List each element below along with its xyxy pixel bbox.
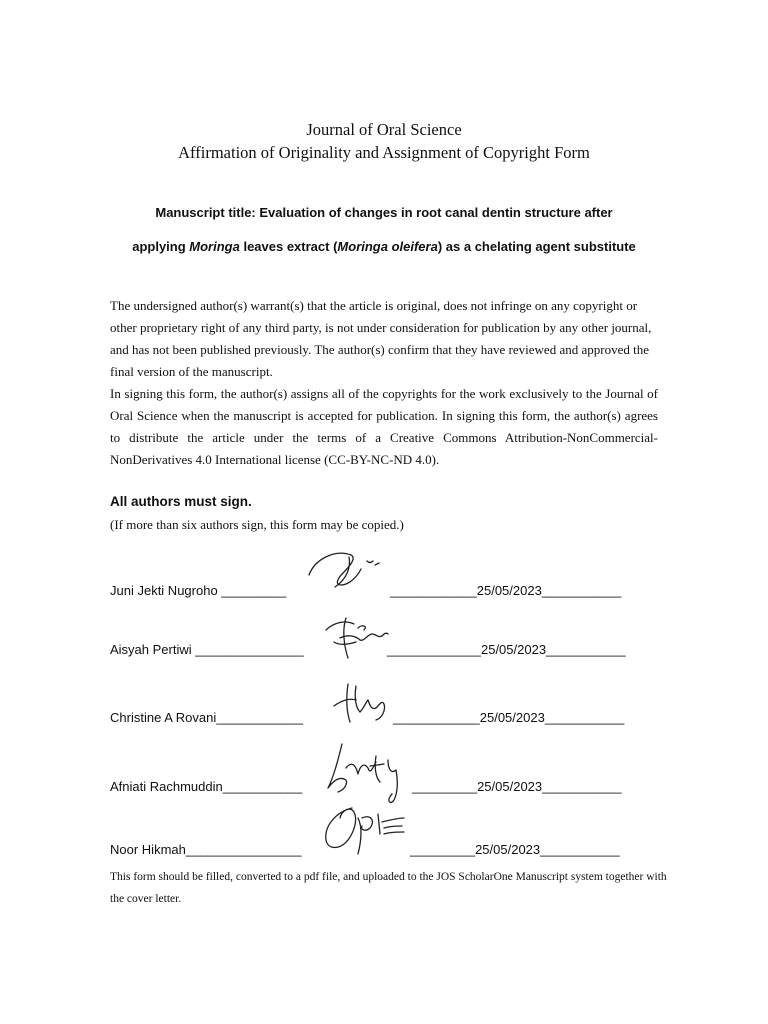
submission-instructions: This form should be filled, converted to a pdf file, and uploaded to the JOS ScholarOne Manuscript system together with the cover letter. — [110, 871, 667, 905]
title-segment: applying — [132, 239, 190, 254]
title-segment: leaves extract ( — [239, 239, 338, 254]
author-name-line: Juni Jekti Nugroho _________ — [110, 583, 287, 598]
copyright-paragraph: In signing this form, the author(s) assigns all of the copyrights for the work exclusively to the Journal of Oral Science when the manuscript is accepted for publication. In signing this form, the author(s) agrees to distribute the article under the terms of a Creative Commons Attribution-NonCommercial-NonDerivatives 4.0 International license (CC-BY-NC-ND 4.0). — [110, 386, 658, 467]
title-segment: ) as a chelating agent substitute — [437, 239, 636, 254]
journal-name: Journal of Oral Science — [306, 120, 462, 139]
signature-image — [305, 545, 385, 590]
manuscript-title-text: Evaluation of changes in root canal dentin structure after — [259, 205, 613, 220]
form-title: Affirmation of Originality and Assignment of Copyright Form — [178, 143, 590, 162]
manuscript-title-label: Manuscript title: — [155, 205, 256, 220]
title-segment-italic: Moringa oleifera — [337, 239, 438, 254]
signature-image — [330, 678, 392, 726]
signatures-heading: All authors must sign. — [110, 494, 252, 509]
author-name-line: Afniati Rachmuddin___________ — [110, 779, 303, 794]
signature-image — [318, 804, 410, 858]
title-segment-italic: Moringa — [189, 239, 240, 254]
warranty-paragraph: The undersigned author(s) warrant(s) that the article is original, does not infringe on any copyright or other proprietary right of any third party, is not under consideration for publication by any other journal, and has not been published previously. The author(s) confirm that they have reviewed and approved the final version of the manuscript. — [110, 298, 652, 379]
author-date-line: _________25/05/2023___________ — [410, 842, 620, 857]
author-date-line: _________25/05/2023___________ — [412, 779, 622, 794]
author-date-line: _____________25/05/2023___________ — [387, 642, 626, 657]
author-name-line: Christine A Rovani____________ — [110, 710, 303, 725]
signatures-note: (If more than six authors sign, this form may be copied.) — [110, 517, 404, 532]
author-name-line: Noor Hikmah________________ — [110, 842, 302, 857]
author-date-line: ____________25/05/2023___________ — [393, 710, 625, 725]
author-name-line: Aisyah Pertiwi _______________ — [110, 642, 304, 657]
manuscript-title-line1 — [0, 205, 768, 220]
signature-image — [320, 612, 392, 660]
author-date-line: ____________25/05/2023___________ — [390, 583, 622, 598]
manuscript-title-line2 — [0, 239, 768, 254]
signature-image — [318, 740, 410, 810]
